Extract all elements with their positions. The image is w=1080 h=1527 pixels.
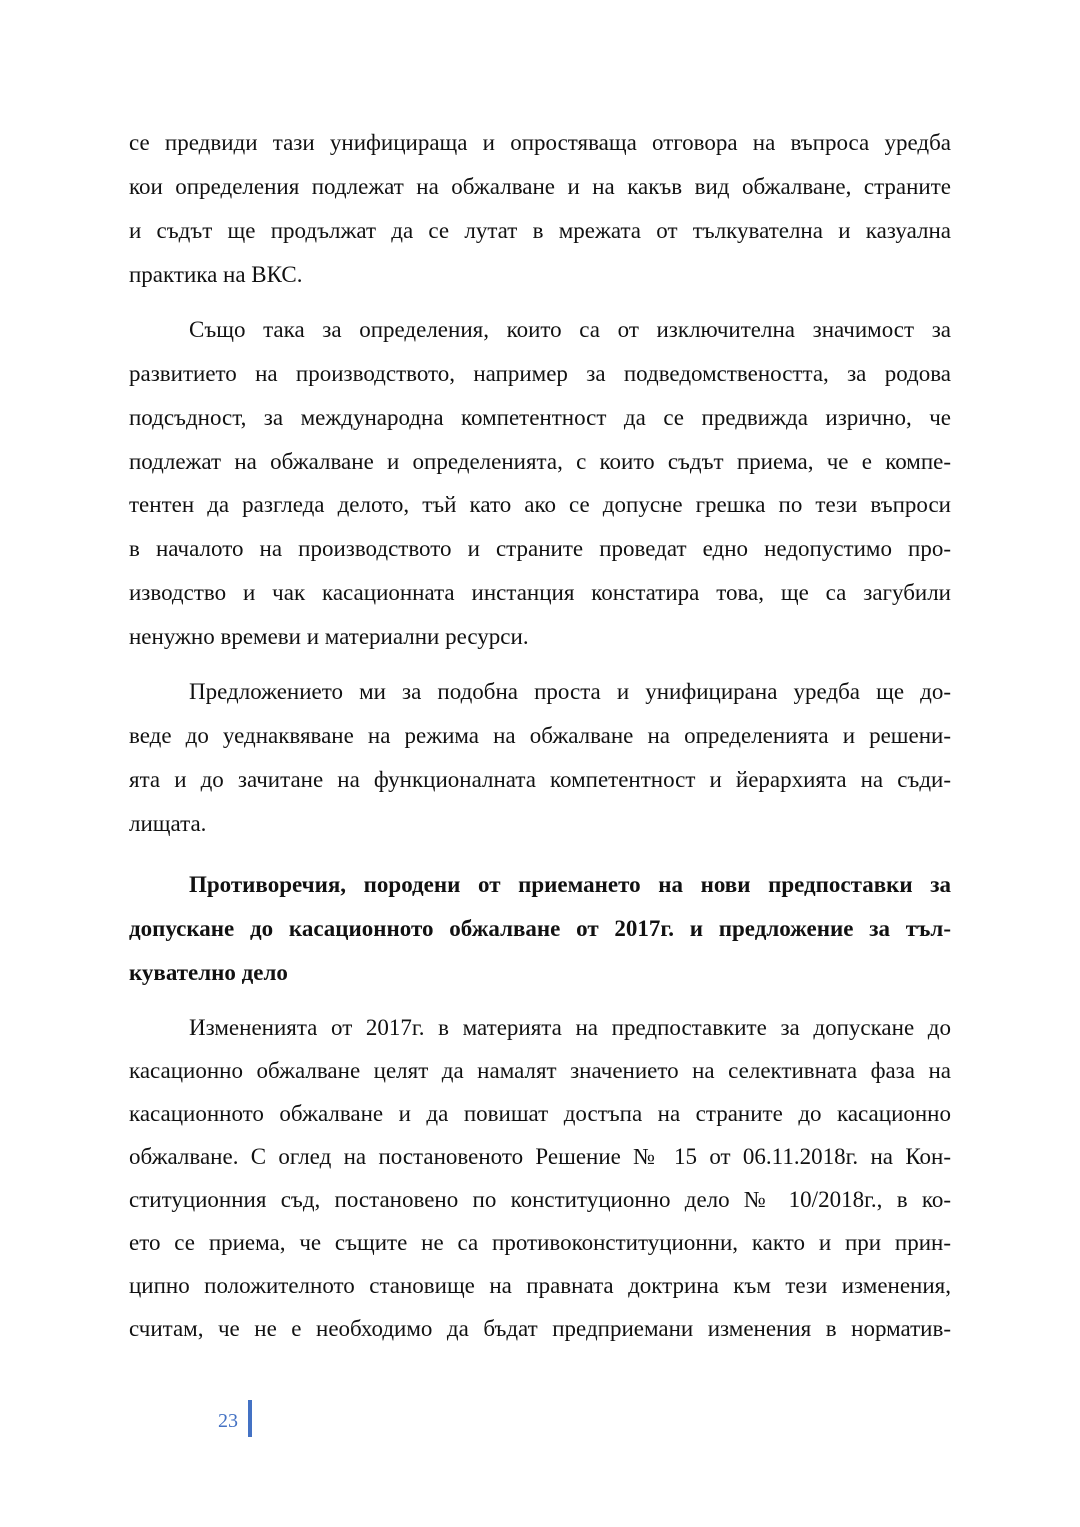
text-line: развитието на производството, например за подведомствеността, за родова bbox=[129, 361, 951, 386]
text-line: кои определения подлежат на обжалване и на какъв вид обжалване, страните bbox=[129, 174, 951, 199]
section-heading-line: кувателно дело bbox=[129, 960, 288, 985]
section-heading-line: Противоречия, породени от приемането на нови предпоставки за bbox=[189, 872, 951, 897]
text-line: Измененията от 2017г. в материята на предпоставките за допускане до bbox=[189, 1015, 951, 1040]
section-heading-line: допускане до касационното обжалване от 2017г. и предложение за тъл- bbox=[129, 916, 951, 941]
text-line: обжалване. С оглед на постановеното Решение № 15 от 06.11.2018г. на Кон- bbox=[129, 1144, 951, 1169]
page-number-divider bbox=[248, 1400, 252, 1437]
text-line: считам, че не е необходимо да бъдат предприемани изменения в норматив- bbox=[129, 1316, 951, 1341]
text-line: подсъдност, за международна компетентност да се предвижда изрично, че bbox=[129, 405, 951, 430]
text-line: лищата. bbox=[129, 811, 207, 836]
text-line: ципно положителното становище на правната доктрина към тези изменения, bbox=[129, 1273, 951, 1298]
text-line: ето се приема, че същите не са противоконституционни, както и при прин- bbox=[129, 1230, 951, 1255]
text-line: практика на ВКС. bbox=[129, 262, 303, 287]
text-line: Предложението ми за подобна проста и унифицирана уредба ще до- bbox=[189, 679, 951, 704]
text-line: Също така за определения, които са от изключителна значимост за bbox=[189, 317, 951, 342]
text-line: веде до уеднаквяване на режима на обжалване на определенията и решени- bbox=[129, 723, 951, 748]
text-line: изводство и чак касационната инстанция констатира това, ще са загубили bbox=[129, 580, 951, 605]
text-line: ненужно времеви и материални ресурси. bbox=[129, 624, 529, 649]
text-line: ята и до зачитане на функционалната компетентност и йерархията на съди- bbox=[129, 767, 951, 792]
text-line: и съдът ще продължат да се лутат в мрежата от тълкувателна и казуална bbox=[129, 218, 951, 243]
text-line: ституционния съд, постановено по конституционно дело № 10/2018г., в ко- bbox=[129, 1187, 951, 1212]
text-line: тентен да разгледа делото, тъй като ако се допусне грешка по тези въпроси bbox=[129, 492, 951, 517]
text-line: касационното обжалване и да повишат достъпа на страните до касационно bbox=[129, 1101, 951, 1126]
text-line: в началото на производството и страните проведат едно недопустимо про- bbox=[129, 536, 951, 561]
text-line: касационно обжалване целят да намалят значението на селективната фаза на bbox=[129, 1058, 951, 1083]
text-line: подлежат на обжалване и определенията, с които съдът приема, че е компе- bbox=[129, 449, 951, 474]
page-number: 23 bbox=[218, 1410, 238, 1432]
text-line: се предвиди тази унифицираща и опростяваща отговора на въпроса уредба bbox=[129, 130, 951, 155]
